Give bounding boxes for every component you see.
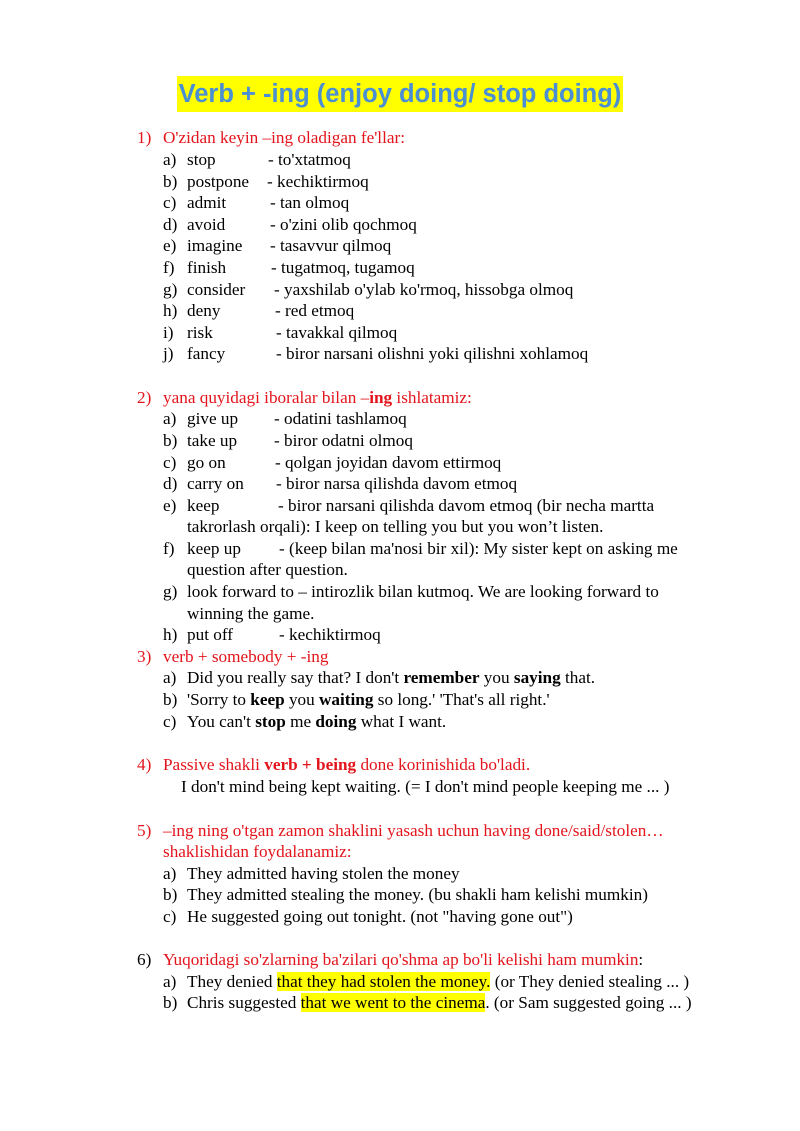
section-number: 4) (137, 755, 152, 774)
text-part: you (284, 690, 320, 709)
bold-part: waiting (319, 690, 374, 709)
section-number: 3) (137, 647, 152, 666)
item-word: give up (187, 409, 239, 428)
item-text (187, 971, 689, 993)
bold-part: stop (255, 712, 286, 731)
heading-part: Passive shakli (163, 755, 265, 774)
item-word: risk (187, 323, 213, 342)
item-meaning: - qolgan joyidan davom ettirmoq (275, 453, 502, 472)
item-letter: h) (163, 301, 178, 320)
item-meaning: - kechiktirmoq (279, 625, 381, 644)
item-letter: b) (163, 690, 178, 709)
item-letter: e) (163, 236, 177, 255)
heading-part: ishlatamiz: (392, 388, 472, 407)
section-number: 1) (137, 128, 152, 147)
item-text (187, 711, 446, 733)
item-letter: g) (163, 582, 178, 601)
item-letter: b) (163, 172, 178, 191)
bold-part: saying (513, 668, 561, 687)
item-letter: a) (163, 972, 177, 991)
text-part: me (285, 712, 316, 731)
highlighted-clause: that we went to the cinema (300, 993, 486, 1012)
text-part: Chris suggested (187, 993, 301, 1012)
item-meaning: - biror narsani qilishda davom etmoq (bir necha martta (278, 496, 655, 515)
item-word: go on (187, 453, 226, 472)
item-meaning: - o'zini olib qochmoq (270, 215, 417, 234)
heading-bold: ing (369, 388, 393, 407)
bold-part: doing (315, 712, 357, 731)
title-container (0, 76, 800, 112)
item-text: They admitted stealing the money. (bu shakli ham kelishi mumkin) (187, 885, 648, 904)
section-heading-text: –ing ning o'tgan zamon shaklini yasash uchun having done/said/stolen… (163, 821, 664, 840)
item-text (187, 689, 550, 711)
section-heading-text (163, 387, 472, 409)
item-letter: c) (163, 712, 177, 731)
section-heading-text: verb + somebody + -ing (163, 647, 329, 666)
item-letter: a) (163, 864, 177, 883)
item-continuation: takrorlash orqali): I keep on telling you but you won’t listen. (187, 517, 604, 536)
item-word: carry on (187, 474, 244, 493)
item-meaning: - biror odatni olmoq (274, 431, 413, 450)
item-continuation: winning the game. (187, 604, 315, 623)
item-text: He suggested going out tonight. (not "having gone out") (187, 907, 573, 926)
item-letter: f) (163, 258, 175, 277)
item-letter: c) (163, 193, 177, 212)
item-letter: g) (163, 280, 178, 299)
item-meaning: - biror narsani olishni yoki qilishni xohlamoq (276, 344, 589, 363)
text-part: (or They denied stealing ... ) (490, 972, 690, 991)
item-letter: c) (163, 907, 177, 926)
item-word: postpone (187, 172, 250, 191)
item-letter: f) (163, 539, 175, 558)
item-letter: a) (163, 668, 177, 687)
item-letter: e) (163, 496, 177, 515)
item-meaning: - kechiktirmoq (267, 172, 369, 191)
item-letter: d) (163, 215, 178, 234)
item-word: fancy (187, 344, 226, 363)
item-meaning: - tasavvur qilmoq (270, 236, 392, 255)
page-title: Verb + -ing (enjoy doing/ stop doing) (177, 76, 624, 112)
item-word: imagine (187, 236, 243, 255)
text-part: so long.' 'That's all right.' (373, 690, 550, 709)
item-word: admit (187, 193, 227, 212)
text-part: what I want. (356, 712, 447, 731)
text-part: . (or Sam suggested going ... ) (485, 993, 692, 1012)
text-part: You can't (187, 712, 256, 731)
item-word: deny (187, 301, 221, 320)
item-word: finish (187, 258, 227, 277)
item-letter: h) (163, 625, 178, 644)
section-number: 2) (137, 388, 152, 407)
text-part: They denied (187, 972, 277, 991)
item-letter: d) (163, 474, 178, 493)
item-meaning: - odatini tashlamoq (274, 409, 407, 428)
item-meaning: - to'xtatmoq (268, 150, 351, 169)
item-word: stop (187, 150, 216, 169)
item-word: keep (187, 496, 220, 515)
item-text: look forward to – intirozlik bilan kutmoq. We are looking forward to (187, 582, 659, 601)
item-letter: b) (163, 885, 178, 904)
item-word: avoid (187, 215, 226, 234)
section-number: 5) (137, 821, 152, 840)
item-meaning: - red etmoq (275, 301, 355, 320)
item-word: take up (187, 431, 238, 450)
item-text (187, 992, 692, 1014)
heading-bold: verb + being (264, 755, 357, 774)
item-continuation: question after question. (187, 560, 348, 579)
item-meaning: - biror narsa qilishda davom etmoq (276, 474, 518, 493)
item-meaning: - tugatmoq, tugamoq (271, 258, 415, 277)
item-text (187, 667, 595, 689)
item-letter: a) (163, 150, 177, 169)
item-word: put off (187, 625, 233, 644)
section-number: 6) (137, 950, 152, 969)
bold-part: keep (250, 690, 285, 709)
item-text: They admitted having stolen the money (187, 864, 460, 883)
example-text: I don't mind being kept waiting. (= I don't mind people keeping me ... ) (181, 777, 670, 796)
item-letter: a) (163, 409, 177, 428)
text-part: Did you really say that? I don't (187, 668, 404, 687)
text-part: 'Sorry to (187, 690, 251, 709)
item-meaning: - tan olmoq (270, 193, 350, 212)
item-word: keep up (187, 539, 241, 558)
heading-part: done korinishida bo'ladi. (356, 755, 531, 774)
item-meaning: - tavakkal qilmoq (276, 323, 398, 342)
heading-colon: : (638, 950, 644, 969)
item-word: consider (187, 280, 246, 299)
item-letter: c) (163, 453, 177, 472)
text-part: that. (560, 668, 596, 687)
item-meaning: - (keep bilan ma'nosi bir xil): My sister kept on asking me (279, 539, 678, 558)
item-letter: i) (163, 323, 174, 342)
section-heading-text (163, 949, 643, 971)
section-heading-continuation: shaklishidan foydalanamiz: (163, 842, 352, 861)
bold-part: remember (403, 668, 480, 687)
item-meaning: - yaxshilab o'ylab ko'rmoq, hissobga olmoq (274, 280, 574, 299)
item-letter: j) (163, 344, 174, 363)
item-letter: b) (163, 431, 178, 450)
highlighted-clause: that they had stolen the money. (276, 972, 491, 991)
text-part: you (479, 668, 514, 687)
section-heading-text (163, 754, 530, 776)
heading-part: yana quyidagi iboralar bilan – (163, 388, 370, 407)
item-letter: b) (163, 993, 178, 1012)
heading-part: Yuqoridagi so'zlarning ba'zilari qo'shma ap bo'li kelishi ham mumkin (163, 950, 639, 969)
section-heading-text: O'zidan keyin –ing oladigan fe'llar: (163, 128, 405, 147)
